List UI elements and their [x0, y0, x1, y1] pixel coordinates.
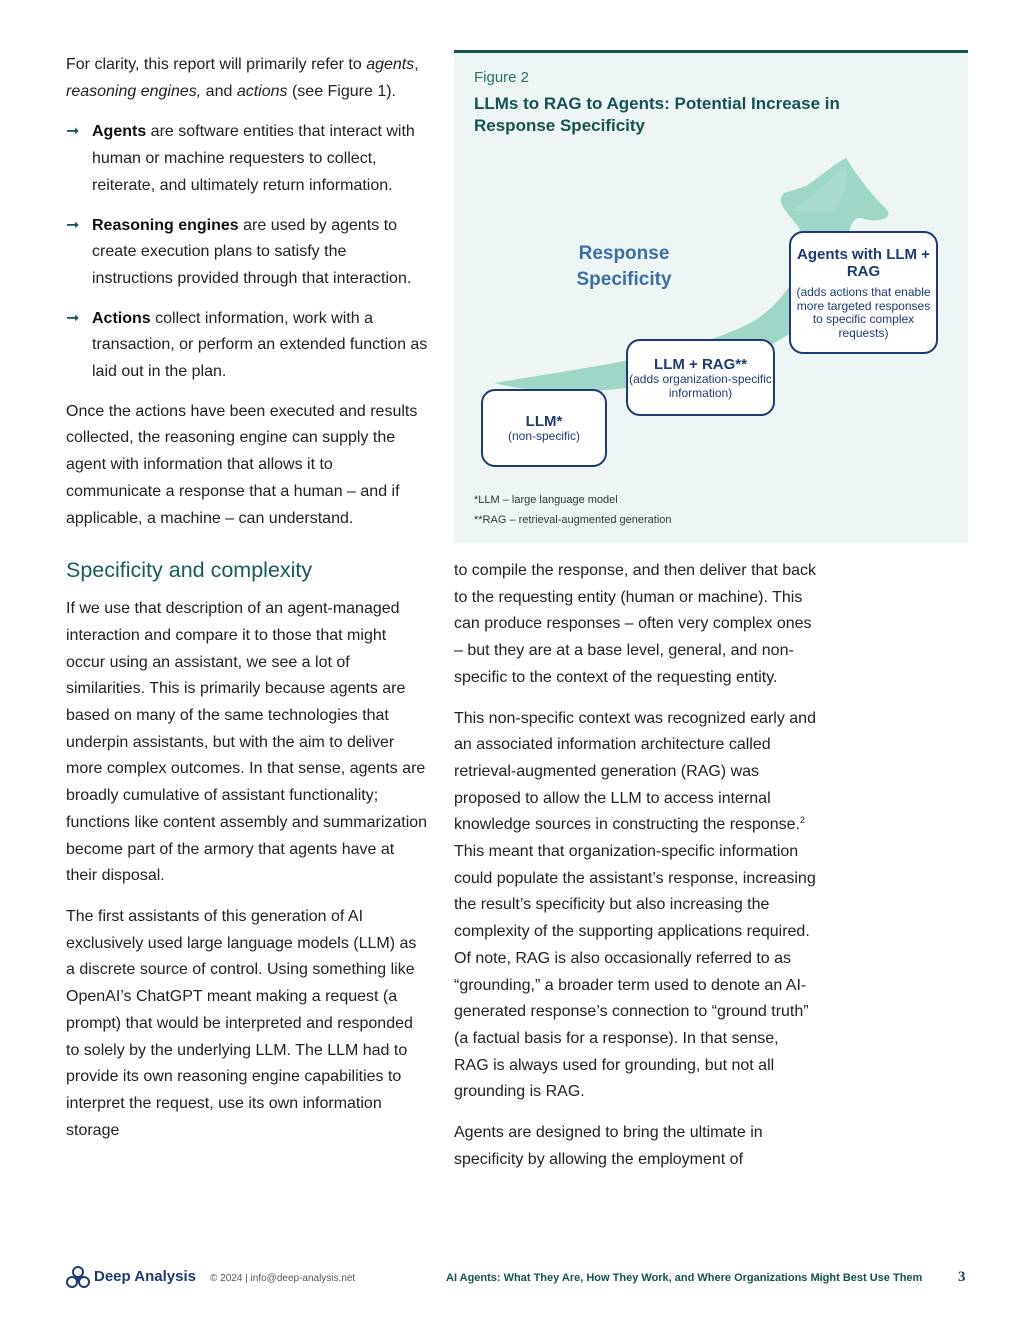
list-item: ➞ Reasoning engines are used by agents to create execution plans to satisfy the instructions provided through that interaction. [66, 213, 428, 293]
arrow-right-icon: ➞ [66, 216, 80, 234]
paragraph-agents: Agents are designed to bring the ultimate in specificity by allowing the employment of [454, 1124, 763, 1168]
brand-name: Deep Analysis [94, 1268, 196, 1285]
axis-label: Response Specificity [576, 243, 672, 290]
page-number: 3 [958, 1269, 966, 1285]
arrow-right-icon: ➞ [66, 123, 80, 141]
box-title: LLM* [525, 413, 563, 430]
box-title: Agents with LLM + RAG [797, 246, 930, 280]
deep-analysis-logo-icon [66, 1266, 90, 1290]
box-subtitle: (non-specific) [507, 429, 581, 443]
paragraph-first: The first assistants of this generation of AI exclusively used large language models (LLM) as a discrete source of control. Using something like OpenAI’s ChatGPT meant making a request (a prompt) that would be interpreted and responded to solely by the underlying LLM. The LLM had to provide its own reasoning engine capabilities to interpret the request, use its own information storage [66, 907, 417, 1139]
box-subtitle: (adds actions that enable more targeted responses to specific complex requests) [796, 285, 931, 340]
box-title: LLM + RAG** [654, 356, 747, 373]
figure-footnote-rag: **RAG – retrieval-augmented generation [474, 514, 672, 526]
list-item: ➞ Agents are software entities that interact with human or machine requesters to collect, reiterate, and ultimately return information. [66, 119, 428, 199]
llm-rag-box [626, 339, 775, 416]
definition-list [66, 119, 428, 385]
list-item: ➞ Actions collect information, work with a transaction, or perform an extended function as laid out in the plan. [66, 306, 428, 386]
paragraph-compile: to compile the response, and then deliver that back to the requesting entity (human or machine). This can produce responses – often very complex ones – but they are at a base level, general, and non-specific to the context of the requesting entity. [454, 562, 816, 686]
intro-paragraph: For clarity, this report will primarily refer to agents, reasoning engines, and actions (see Figure 1). [66, 56, 419, 100]
page-footer [0, 1264, 1020, 1294]
right-column [454, 558, 816, 1187]
paragraph-if: If we use that description of an agent-managed interaction and compare it to those that might occur using an assistant, we see a lot of similarities. This is primarily because agents are based on many of the same technologies that underpin assistants, but with the aim to deliver more complex outcomes. In that sense, agents are broadly cumulative of assistant functionality; functions like content assembly and summarization become part of the armory that agents have at their disposal. [66, 600, 428, 885]
paragraph-once: Once the actions have been executed and results collected, the reasoning engine can supply the agent with information that allows it to communicate a response that a human – and if applicable, a machine – can understand. [66, 402, 418, 527]
llm-box [481, 389, 607, 467]
document-title: AI Agents: What They Are, How They Work, and Where Organizations Might Best Use Them [446, 1272, 923, 1284]
box-subtitle: (adds organization-specific information) [629, 372, 772, 400]
figure-2 [454, 50, 968, 543]
paragraph-nonspecific: This non-specific context was recognized early and an associated information architecture called retrieval-augmented generation (RAG) was proposed to allow the LLM to access internal knowledge sources in constructing the response.$^2$ This meant that organization-specific information could populate the assistant’s response, increasing the result’s specificity but also increasing the complexity of the supporting applications required. Of note, RAG is also occasionally referred to as “grounding,” a broader term used to denote an AI-generated response’s connection to “ground truth” (a factual basis for a response). In that sense, RAG is always used for grounding, but not all grounding is RAG. [454, 709, 816, 1101]
left-column [66, 52, 428, 1158]
section-heading: Specificity and complexity [66, 558, 313, 583]
copyright: © 2024 | info@deep-analysis.net [210, 1273, 356, 1284]
figure-footnote-llm: *LLM – large language model [474, 494, 618, 506]
figure-title: LLMs to RAG to Agents: Potential Increase in Response Specificity [474, 94, 840, 135]
figure-label: Figure 2 [474, 69, 530, 86]
footnote-reference[interactable]: 2 [799, 815, 805, 826]
agents-box [789, 231, 938, 354]
arrow-right-icon: ➞ [66, 309, 80, 327]
